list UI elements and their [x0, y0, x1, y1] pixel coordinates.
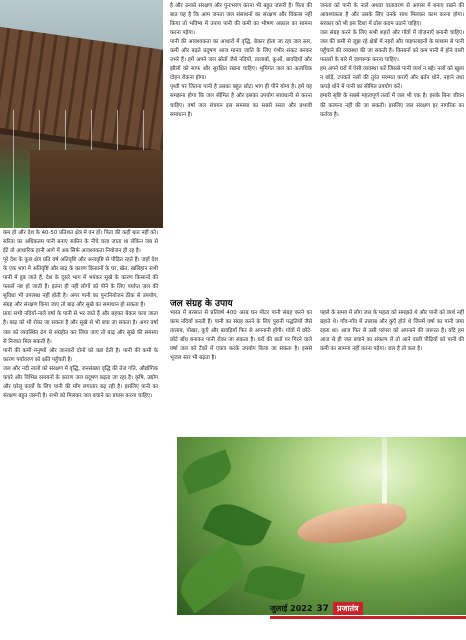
paragraph: पूरे देश के कुछ क्षेत्र प्रति वर्ष अतिवृष्टि और अनावृष्टि से पीड़ित रहते हैं। जहाँ देश के एक भाग में अतिवृष्टि और बाढ़ के कारण किसानों के घर, खेत, खलिहान सभी पानी में डूब जाते हैं, देश के दूसरे भाग में भयंकर सूखे के कारण किसानों की फसलें नष्ट हो जाती हैं। इतना ही नहीं लोगों को पीने के लिए पर्याप्त जल की सुविधा भी उपलब्ध नहीं होती है। अगर पानी का पुनःनियोजन ठीक से उपयोग, संग्रह और संरक्षण किया जाए तो बाढ़ और सूखे का समाधान हो सकता है। — [3, 257, 158, 309]
leaf — [202, 496, 272, 554]
paragraph: हमारी सृष्टि के सबसे महत्वपूर्ण तत्वों में जल भी एक है। इसके बिना जीवन की कल्पना नहीं की जा सकती। इसलिए जल संरक्षण हर नागरिक का कर्तव्य है। — [320, 93, 464, 118]
paragraph: जनता को पानी के नाले अथवा वातावरण से आपस में बनाए रखने की आवश्यकता है और उसके लिए उनके साथ मिलकर काम करना होगा। सरकार को भी इस दिशा में ठोस कदम उठाने चाहिए। — [320, 3, 464, 28]
page-footer — [270, 601, 363, 616]
paragraph: प्रायः सभी नदियाँ-नाले वर्षा के पानी से भर जाते हैं और बहकर बेकार चला जाता है। बाढ़ को भी रोका जा सकता है और सूखे से भी बचा जा सकता है। अगर वर्षा जल को व्यवस्थित ढंग से संग्रहीत कर लिया जाए तो बाढ़ और सूखे की समस्या से निजात मिल सकती है। — [3, 311, 158, 345]
issue-date: जुलाई 2022 — [270, 604, 313, 613]
column-3-text — [320, 2, 464, 120]
column-3-lower-text — [320, 309, 464, 354]
page-number: 37 — [316, 603, 329, 614]
wooden-wall — [30, 150, 163, 228]
paragraph: पानी की कमी मनुष्यों और जानवरों दोनों को कष्ट देती है। पानी की कमी के कारण पर्यावरण को क्षति पहुँचती है। — [3, 347, 158, 363]
paragraph: पहले के समय में लोग जल के महत्व को समझते थे और पानी को व्यर्थ नहीं बहाते थे। गाँव-गाँव में तालाब और कुएँ होते थे जिनमें वर्षा का पानी जमा रहता था। आज फिर से उसी परंपरा को अपनाने की जरूरत है। यदि हम आज से ही जल बचाने का संकल्प लें तो आने वाली पीढ़ियों को पानी की कमी का सामना नहीं करना पड़ेगा। जल है तो कल है। — [320, 310, 464, 353]
rain-on-roof-photo — [0, 0, 163, 228]
column-2-lower-text — [170, 309, 312, 363]
column-2-text — [170, 2, 312, 120]
footer-bar — [270, 616, 466, 619]
cupped-hand — [295, 498, 409, 551]
paragraph: पानी की आवश्यकता का आधारों में वृद्धि, बेकार होता जा रहा जल स्तर, कमी और बढ़ते प्रदूषण आज मानव जाति के लिए गंभीर संकट बनकर उभरे हैं। हमें अपने जल स्रोतों जैसे नदियों, तालाबों, कुओं, बावड़ियों और झीलों को साफ और सुरक्षित रखना चाहिए। भूमिगत जल का अत्यधिक दोहन रोकना होगा। — [170, 39, 312, 82]
hand-catching-water-photo — [177, 437, 466, 615]
paragraph: जल संग्रह करने के लिए सभी शहरों और गाँवों में योजनाएँ बनानी चाहिए। जल की कमी से जूझ रहे क्षेत्रों में नहरों और पाइपलाइनों के माध्यम से पानी पहुँचाने की व्यवस्था की जा सकती है। किसानों को कम पानी में होने वाली फसलों के बारे में जागरूक करना चाहिए। — [320, 30, 464, 64]
section-heading: जल संग्रह के उपाय — [170, 299, 233, 309]
paragraph: भारत में बरसात से प्रतिवर्ष 400 अरब घन मीटर पानी संग्रह करने का काम नदियाँ करती हैं। पानी का संग्रह करने के लिए पुरानी पद्धतियाँ जैसे तालाब, पोखर, कुएँ और बावड़ियाँ फिर से अपनानी होंगी। गाँवों में छोटे-छोटे बाँध बनाकर पानी रोका जा सकता है। घरों की छतों पर गिरने वाले वर्षा जल को टैंकों में एकत्र करके उपयोग किया जा सकता है। इससे भूजल स्तर भी बढ़ता है। — [170, 310, 312, 362]
leaf — [178, 449, 235, 494]
magazine-brand: प्रजातंत्र — [333, 602, 363, 615]
paragraph: कम हो और देश के 40-50 प्रतिशत क्षेत्र में वन हों। पिता की कहीं बात नहीं को। सरिता का अधिकतम पानी बनाए सकीन के नीचे चला जाता था लेकिन जब से ईंटें तो आधारिक हानी आगे में अब सिर्फ आवश्यकता नियोजन ही रह है। — [3, 230, 158, 255]
paragraph: जल और नदी नालों को संरक्षण में वृद्धि, जनसंख्या वृद्धि की तेज गति, औद्योगिक कचरे और विभिन्न रसायनों के कारण जल प्रदूषण बढ़ता जा रहा है। कृषि, उद्योग और घरेलू कार्यों के लिए पानी की माँग लगातार बढ़ रही है। इसलिए पानी का संरक्षण बहुत जरूरी है। सभी को मिलकर जल बचाने का प्रयास करना चाहिए। — [3, 365, 158, 399]
column-1-text — [3, 229, 158, 401]
leaf — [244, 560, 305, 605]
paragraph: हम अपने घरों में ऐसी व्यवस्था करें जिससे पानी व्यर्थ न बहे। नलों को खुला न छोड़ें, टपकते नलों की तुरंत मरम्मत कराएँ और बर्तन धोने, नहाने तथा कपड़े धोने में पानी का सीमित उपयोग करें। — [320, 66, 464, 91]
leaf — [177, 541, 252, 614]
paragraph: पृथ्वी पर जितना पानी है उसका बहुत छोटा भाग ही पीने योग्य है। हमें यह समझना होगा कि जल सीमित है और इसका उपयोग सावधानी से करना चाहिए। वर्षा जल संचयन इस समस्या का सबसे सरल और प्रभावी समाधान है। — [170, 84, 312, 118]
paragraph: है और उनको संरक्षण और पुनःभरण करना भी बहुत जरूरी है। पिता की बात यह है कि आम जनता जल संसाधनों का संरक्षण और विकास नहीं किया तो भविष्य में उपाय पानी की कमी का भीषण अकाल का सामना करना पड़ेगा। — [170, 3, 312, 37]
